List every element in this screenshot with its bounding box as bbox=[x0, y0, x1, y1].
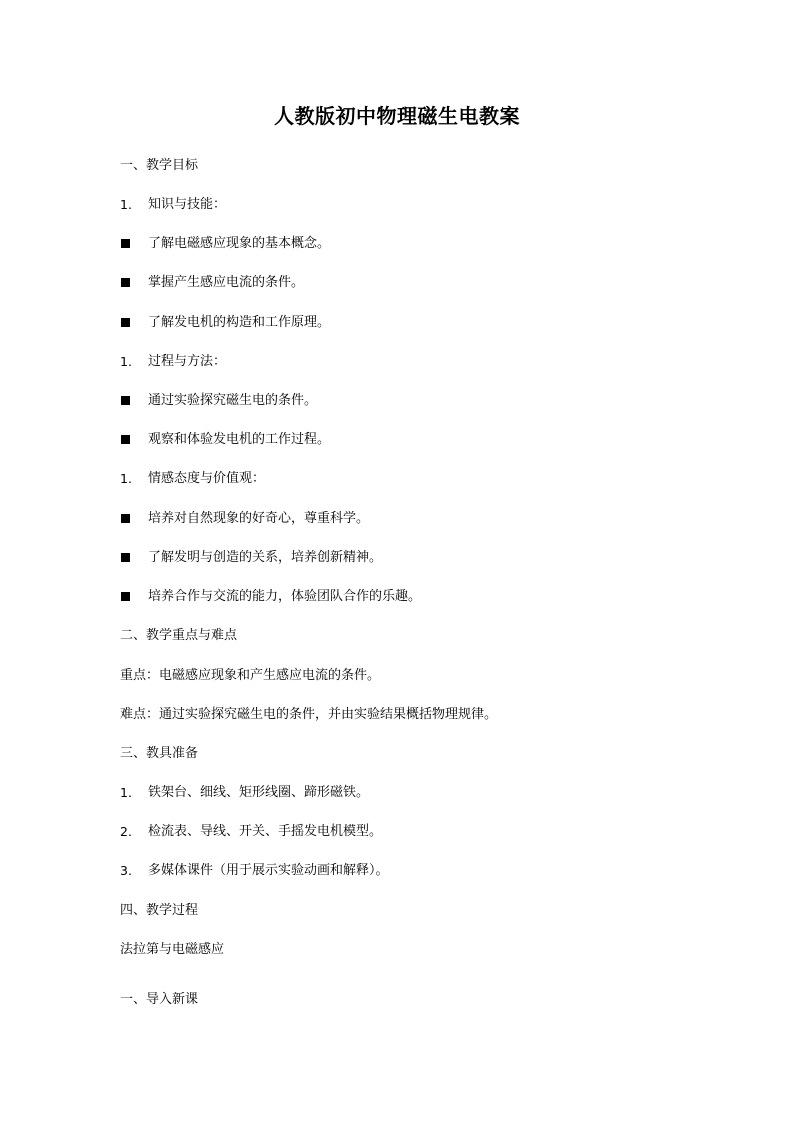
square-bullet-icon bbox=[121, 239, 130, 248]
square-bullet-icon bbox=[121, 435, 130, 444]
square-bullet-icon bbox=[121, 318, 130, 327]
key-point-text: 重点：电磁感应现象和产生感应电流的条件。 bbox=[120, 668, 381, 683]
subheading-intro: 一、导入新课 bbox=[120, 992, 199, 1007]
section-heading-process: 四、教学过程 bbox=[120, 903, 199, 918]
bullet-text: 了解电磁感应现象的基本概念。 bbox=[148, 236, 331, 251]
item-label: 知识与技能： bbox=[148, 197, 227, 212]
item-number: 3. bbox=[120, 863, 132, 878]
item-number: 1. bbox=[120, 354, 132, 369]
item-text: 检流表、导线、开关、手摇发电机模型。 bbox=[148, 824, 383, 839]
bullet-text: 培养对自然现象的好奇心，尊重科学。 bbox=[148, 511, 370, 526]
topic-text: 法拉第与电磁感应 bbox=[120, 942, 225, 957]
section-heading-key-points: 二、教学重点与难点 bbox=[120, 628, 238, 643]
square-bullet-icon bbox=[121, 553, 130, 562]
item-label: 情感态度与价值观： bbox=[148, 471, 266, 486]
square-bullet-icon bbox=[121, 278, 130, 287]
item-number: 1. bbox=[120, 785, 132, 800]
item-number: 1. bbox=[120, 197, 132, 212]
bullet-text: 了解发明与创造的关系，培养创新精神。 bbox=[148, 550, 383, 565]
bullet-text: 了解发电机的构造和工作原理。 bbox=[148, 315, 331, 330]
square-bullet-icon bbox=[121, 396, 130, 405]
item-number: 1. bbox=[120, 471, 132, 486]
document-title: 人教版初中物理磁生电教案 bbox=[274, 104, 520, 128]
bullet-text: 培养合作与交流的能力，体验团队合作的乐趣。 bbox=[148, 589, 422, 604]
bullet-text: 观察和体验发电机的工作过程。 bbox=[148, 432, 331, 447]
section-heading-objectives: 一、教学目标 bbox=[120, 158, 199, 173]
square-bullet-icon bbox=[121, 514, 130, 523]
bullet-text: 通过实验探究磁生电的条件。 bbox=[148, 393, 318, 408]
item-text: 多媒体课件（用于展示实验动画和解释）。 bbox=[148, 863, 389, 878]
item-text: 铁架台、细线、矩形线圈、蹄形磁铁。 bbox=[148, 785, 370, 800]
item-label: 过程与方法： bbox=[148, 354, 227, 369]
square-bullet-icon bbox=[121, 592, 130, 601]
bullet-text: 掌握产生感应电流的条件。 bbox=[148, 275, 305, 290]
section-heading-materials: 三、教具准备 bbox=[120, 746, 199, 761]
difficulty-text: 难点：通过实验探究磁生电的条件，并由实验结果概括物理规律。 bbox=[120, 707, 498, 722]
item-number: 2. bbox=[120, 824, 132, 839]
